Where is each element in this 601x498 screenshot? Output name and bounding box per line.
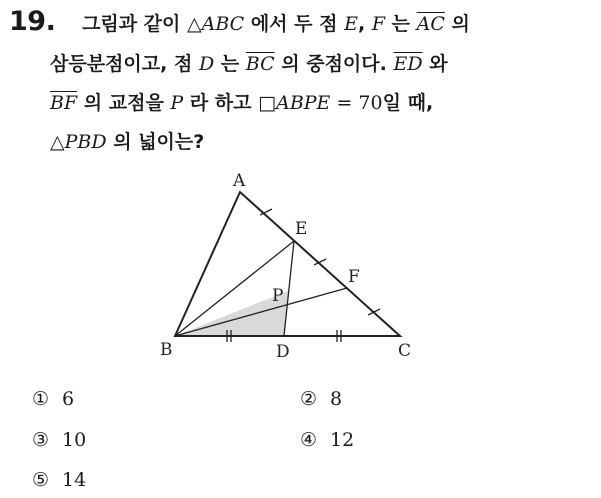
- label-d: D: [276, 342, 290, 362]
- text: 의 교점을: [77, 92, 171, 114]
- text: 그림과 같이: [82, 13, 187, 35]
- math-equals-70: = 70: [330, 92, 383, 114]
- text: 는: [385, 13, 417, 35]
- segment-bc: $\overline{BC}$: [245, 53, 275, 75]
- label-c: C: [398, 341, 412, 361]
- label-f: F: [348, 267, 360, 287]
- choice-value: 8: [330, 388, 343, 410]
- segment-ed-line: [284, 241, 294, 336]
- text: 의: [444, 13, 470, 35]
- text: 삼등분점이고, 점: [50, 53, 199, 75]
- math-abpe: ABPE: [276, 92, 331, 114]
- question-line-2: [50, 52, 448, 76]
- choice-value: 10: [62, 429, 87, 451]
- quadrilateral-symbol: □: [258, 92, 277, 114]
- question-line-3: [50, 91, 433, 115]
- math-d: D: [198, 53, 215, 75]
- math-abc: ABC: [201, 13, 245, 35]
- math-pbd: PBD: [64, 131, 107, 153]
- math-e: E: [344, 13, 358, 35]
- math-p: P: [170, 92, 184, 114]
- label-a: A: [233, 171, 246, 191]
- text: 의 넓이는?: [106, 131, 205, 153]
- label-p: P: [272, 286, 284, 306]
- choice-value: 6: [62, 388, 75, 410]
- text: 라 하고: [183, 92, 259, 114]
- choice-value: 12: [330, 429, 355, 451]
- segment-bf: $\overline{BF}$: [50, 92, 78, 114]
- question-line-4: [50, 130, 204, 154]
- question-number: 19.: [9, 6, 56, 37]
- label-e: E: [295, 219, 308, 239]
- choice-number: ②: [300, 388, 318, 410]
- choice-1[interactable]: [32, 388, 74, 410]
- text: 일 때,: [382, 92, 434, 114]
- choice-3[interactable]: [32, 429, 86, 451]
- choice-number: ①: [32, 388, 50, 410]
- text: 의 중점이다.: [274, 53, 394, 75]
- choice-number: ③: [32, 429, 50, 451]
- text: 와: [422, 53, 448, 75]
- text: ,: [357, 13, 372, 35]
- choice-number: ④: [300, 429, 318, 451]
- choice-number: ⑤: [32, 469, 50, 491]
- text: 는: [214, 53, 246, 75]
- segment-ac: $\overline{AC}$: [416, 13, 445, 35]
- triangle-abc: [175, 192, 400, 336]
- math-f: F: [371, 13, 385, 35]
- triangle-symbol: △: [50, 131, 65, 153]
- choice-4[interactable]: [300, 429, 354, 451]
- choice-5[interactable]: [32, 469, 86, 491]
- geometry-figure: [150, 168, 430, 368]
- choice-2[interactable]: [300, 388, 342, 410]
- choice-value: 14: [62, 469, 87, 491]
- triangle-symbol: △: [187, 13, 202, 35]
- label-b: B: [160, 340, 173, 360]
- text: 에서 두 점: [244, 13, 345, 35]
- question-line-1: [82, 12, 470, 36]
- segment-ed: $\overline{ED}$: [393, 53, 423, 75]
